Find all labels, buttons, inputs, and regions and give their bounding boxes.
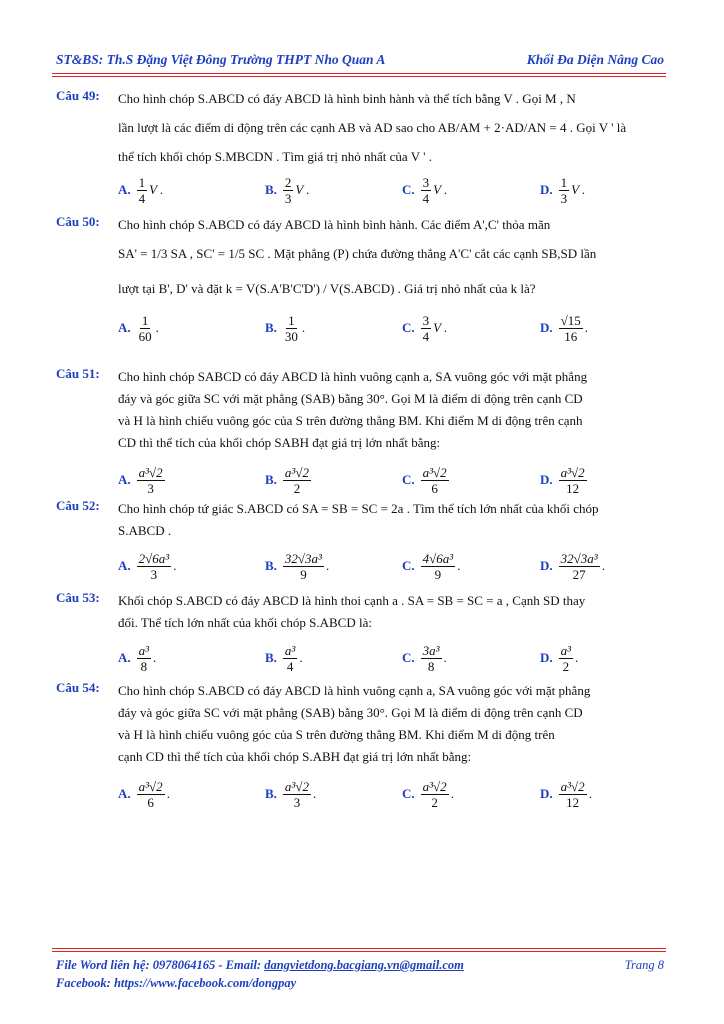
numerator: a³ xyxy=(138,642,150,658)
numerator: 3a³ xyxy=(422,642,440,658)
question-52 xyxy=(56,498,660,588)
option-a[interactable] xyxy=(118,168,163,212)
question-number: Câu 53: xyxy=(56,590,100,605)
option-label: C. xyxy=(402,558,415,573)
option-label: B. xyxy=(265,650,277,665)
question-line: đổi. Thể tích lớn nhất của khối chóp S.ABCD là: xyxy=(118,615,372,630)
question-line: đáy và góc giữa SC với mặt phẳng (SAB) bằng 30°. Gọi M là điểm di động trên cạnh CD xyxy=(118,391,583,406)
option-tail: . xyxy=(325,558,330,573)
option-label: B. xyxy=(265,558,277,573)
question-line: Cho hình chóp S.ABCD có đáy ABCD là hình vuông cạnh a, SA vuông góc với mặt phẳng xyxy=(118,683,591,698)
footer-rule xyxy=(52,951,666,952)
option-tail: . xyxy=(575,650,579,665)
numerator: a³√2 xyxy=(560,778,585,794)
question-line: và H là hình chiếu vuông góc của S trên đường thẳng BM. Khi điểm M di động trên cạnh xyxy=(118,413,583,428)
option-fraction xyxy=(421,313,432,344)
question-text xyxy=(118,498,660,542)
numerator: 32√3a³ xyxy=(560,550,598,566)
numerator: a³√2 xyxy=(422,464,447,480)
denominator: 12 xyxy=(566,480,580,496)
option-fraction xyxy=(421,175,432,206)
option-fraction xyxy=(137,643,151,674)
page-header xyxy=(56,52,664,72)
option-label: D. xyxy=(540,320,553,335)
question-51 xyxy=(56,366,660,502)
option-fraction xyxy=(421,643,442,674)
numerator: 32√3a³ xyxy=(284,550,322,566)
question-line: cạnh CD thì thể tích của khối chóp S.ABH đạt giá trị lớn nhất bằng: xyxy=(118,749,472,764)
option-a[interactable] xyxy=(118,306,159,350)
answer-options xyxy=(118,544,660,588)
option-tail: . xyxy=(166,786,170,801)
question-line: Cho hình chóp SABCD có đáy ABCD là hình vuông cạnh a, SA vuông góc với mặt phẳng xyxy=(118,369,588,384)
option-label: D. xyxy=(540,558,553,573)
question-text xyxy=(118,366,660,454)
numerator: 3 xyxy=(422,174,430,190)
question-number: Câu 54: xyxy=(56,680,100,695)
header-rule xyxy=(52,73,666,74)
option-label: D. xyxy=(540,472,553,487)
question-line: thể tích khối chóp S.MBCDN . Tìm giá trị nhỏ nhất của V ' . xyxy=(118,149,432,164)
question-text xyxy=(118,214,660,306)
question-text xyxy=(118,88,660,168)
option-b[interactable] xyxy=(265,636,303,680)
option-label: D. xyxy=(540,786,553,801)
option-fraction xyxy=(421,779,449,810)
option-fraction xyxy=(137,465,165,496)
option-fraction xyxy=(283,643,297,674)
option-fraction xyxy=(421,465,449,496)
question-number: Câu 49: xyxy=(56,88,100,103)
denominator: 4 xyxy=(422,328,430,344)
denominator: 2 xyxy=(431,794,438,810)
option-tail: . xyxy=(153,650,157,665)
option-tail: V . xyxy=(295,182,310,197)
numerator: 1 xyxy=(288,312,295,328)
denominator: 8 xyxy=(140,658,148,674)
answer-options xyxy=(118,458,660,502)
question-number: Câu 52: xyxy=(56,498,100,513)
question-line: Cho hình chóp S.ABCD có đáy ABCD là hình bình hành. Các điểm A',C' thỏa mãn xyxy=(118,217,551,232)
numerator: a³√2 xyxy=(560,464,585,480)
option-fraction xyxy=(283,175,294,206)
option-c[interactable] xyxy=(402,772,454,816)
numerator: 1 xyxy=(141,312,149,328)
denominator: 6 xyxy=(431,480,438,496)
numerator: a³√2 xyxy=(138,778,163,794)
option-fraction xyxy=(283,313,300,344)
option-b[interactable] xyxy=(265,772,316,816)
option-fraction xyxy=(137,779,165,810)
option-fraction xyxy=(283,465,311,496)
option-c[interactable] xyxy=(402,306,447,350)
numerator: a³√2 xyxy=(284,464,309,480)
option-tail: . xyxy=(155,320,159,335)
denominator: 3 xyxy=(293,794,301,810)
denominator: 3 xyxy=(147,480,154,496)
option-c[interactable] xyxy=(402,544,460,588)
denominator: 9 xyxy=(434,566,442,582)
question-line: SA' = 1/3 SA , SC' = 1/5 SC . Mặt phẳng (P) chứa đường thẳng A'C' cắt các cạnh SB,SD lần xyxy=(118,246,597,261)
option-tail: . xyxy=(443,650,447,665)
option-d[interactable] xyxy=(540,544,605,588)
option-fraction xyxy=(559,551,600,582)
header-author: ST&BS: Th.S Đặng Việt Đông Trường THPT Nho Quan A xyxy=(56,52,386,67)
option-tail: . xyxy=(173,558,177,573)
numerator: 4√6a³ xyxy=(422,550,454,566)
option-tail: V . xyxy=(149,182,164,197)
option-b[interactable] xyxy=(265,168,310,212)
denominator: 8 xyxy=(427,658,435,674)
question-line: đáy và góc giữa SC với mặt phẳng (SAB) bằng 30°. Gọi M là điểm di động trên cạnh CD xyxy=(118,705,583,720)
option-fraction xyxy=(137,551,172,582)
question-line: S.ABCD . xyxy=(118,523,172,538)
answer-options xyxy=(118,772,660,816)
option-a[interactable] xyxy=(118,458,167,502)
question-54 xyxy=(56,680,660,816)
option-d[interactable] xyxy=(540,636,578,680)
denominator: 4 xyxy=(138,190,146,206)
option-d[interactable] xyxy=(540,772,592,816)
numerator: 1 xyxy=(560,174,568,190)
option-label: D. xyxy=(540,182,553,197)
denominator: 30 xyxy=(284,328,298,344)
denominator: 4 xyxy=(422,190,430,206)
numerator: 3 xyxy=(422,312,430,328)
option-label: A. xyxy=(118,182,131,197)
option-a[interactable] xyxy=(118,636,156,680)
option-fraction xyxy=(559,643,573,674)
question-49 xyxy=(56,88,660,212)
question-text xyxy=(118,590,660,634)
footer-facebook[interactable]: Facebook: https://www.facebook.com/dongpay xyxy=(56,976,297,990)
denominator: 27 xyxy=(572,566,586,582)
question-line: lượt tại B', D' và đặt k = V(S.A'B'C'D') / V(S.ABCD) . Giá trị nhỏ nhất của k là? xyxy=(118,281,536,296)
numerator: 2 xyxy=(284,174,292,190)
numerator: √15 xyxy=(560,312,581,328)
option-c[interactable] xyxy=(402,168,447,212)
option-tail: . xyxy=(299,650,303,665)
option-a[interactable] xyxy=(118,544,176,588)
option-label: A. xyxy=(118,320,131,335)
footer-contact-text: File Word liên hệ: 0978064165 - Email: xyxy=(56,958,265,972)
question-line: lần lượt là các điểm di động trên các cạnh AB và AD sao cho AB/AM + 2·AD/AN = 4 . Gọi V ' là xyxy=(118,120,627,135)
denominator: 6 xyxy=(147,794,154,810)
option-tail: . xyxy=(301,320,306,335)
option-b[interactable] xyxy=(265,306,305,350)
option-label: A. xyxy=(118,786,131,801)
option-label: C. xyxy=(402,472,415,487)
question-50 xyxy=(56,214,660,350)
denominator: 9 xyxy=(300,566,307,582)
footer-email-link[interactable]: dangvietdong.bacgiang.vn@gmail.com xyxy=(264,958,464,972)
option-c[interactable] xyxy=(402,636,447,680)
question-text xyxy=(118,680,660,768)
question-number: Câu 51: xyxy=(56,366,100,381)
option-label: B. xyxy=(265,472,277,487)
denominator: 16 xyxy=(564,328,578,344)
option-b[interactable] xyxy=(265,458,313,502)
option-d[interactable] xyxy=(540,306,588,350)
numerator: a³√2 xyxy=(422,778,447,794)
option-label: B. xyxy=(265,320,277,335)
numerator: 1 xyxy=(138,174,146,190)
option-tail: V . xyxy=(433,182,448,197)
option-fraction xyxy=(559,779,587,810)
option-b[interactable] xyxy=(265,544,329,588)
option-label: B. xyxy=(265,182,277,197)
option-tail: V . xyxy=(433,320,448,335)
option-fraction xyxy=(559,313,583,344)
option-fraction xyxy=(559,175,570,206)
denominator: 3 xyxy=(284,190,292,206)
question-53 xyxy=(56,590,660,680)
question-line: Cho hình chóp tứ giác S.ABCD có SA = SB = SC = 2a . Tìm thể tích lớn nhất của khối chóp xyxy=(118,501,599,516)
question-line: và H là hình chiếu vuông góc của S trên đường thẳng BM. Khi điểm M di động trên xyxy=(118,727,555,742)
option-fraction xyxy=(137,313,154,344)
answer-options xyxy=(118,636,660,680)
option-a[interactable] xyxy=(118,772,170,816)
option-tail: . xyxy=(450,786,454,801)
option-fraction xyxy=(283,551,324,582)
option-label: B. xyxy=(265,786,277,801)
denominator: 2 xyxy=(293,480,301,496)
numerator: a³√2 xyxy=(138,464,163,480)
denominator: 4 xyxy=(286,658,294,674)
option-label: A. xyxy=(118,472,131,487)
question-line: CD thì thể tích của khối chóp SABH đạt giá trị lớn nhất bằng: xyxy=(118,435,441,450)
denominator: 3 xyxy=(560,190,568,206)
option-fraction xyxy=(137,175,148,206)
option-tail: . xyxy=(312,786,317,801)
option-label: C. xyxy=(402,320,415,335)
question-line: Khối chóp S.ABCD có đáy ABCD là hình thoi cạnh a . SA = SB = SC = a , Cạnh SD thay xyxy=(118,593,586,608)
option-label: C. xyxy=(402,182,415,197)
option-label: D. xyxy=(540,650,553,665)
option-tail: V . xyxy=(571,182,586,197)
option-label: C. xyxy=(402,650,415,665)
numerator: 2√6a³ xyxy=(138,550,170,566)
footer-contact xyxy=(56,958,664,973)
denominator: 60 xyxy=(138,328,152,344)
option-tail: . xyxy=(584,320,589,335)
option-fraction xyxy=(559,465,587,496)
option-fraction xyxy=(283,779,311,810)
header-rule-thin xyxy=(52,76,666,77)
numerator: a³ xyxy=(560,642,572,658)
option-tail: . xyxy=(601,558,605,573)
numerator: a³√2 xyxy=(284,778,309,794)
question-line: Cho hình chóp S.ABCD có đáy ABCD là hình bình hành và thể tích bằng V . Gọi M , N xyxy=(118,91,576,106)
option-tail: . xyxy=(457,558,461,573)
denominator: 3 xyxy=(150,566,158,582)
footer-rule-thin xyxy=(52,948,666,949)
denominator: 12 xyxy=(566,794,580,810)
option-label: A. xyxy=(118,650,131,665)
option-label: C. xyxy=(402,786,415,801)
question-number: Câu 50: xyxy=(56,214,100,229)
answer-options xyxy=(118,168,660,212)
option-label: A. xyxy=(118,558,131,573)
option-tail: . xyxy=(588,786,592,801)
option-d[interactable] xyxy=(540,168,585,212)
option-fraction xyxy=(421,551,456,582)
numerator: a³ xyxy=(284,642,296,658)
answer-options xyxy=(118,306,660,350)
option-c[interactable] xyxy=(402,458,451,502)
denominator: 2 xyxy=(562,658,570,674)
header-topic: Khối Đa Diện Nâng Cao xyxy=(526,52,664,67)
option-d[interactable] xyxy=(540,458,589,502)
page-number: Trang 8 xyxy=(624,958,664,972)
